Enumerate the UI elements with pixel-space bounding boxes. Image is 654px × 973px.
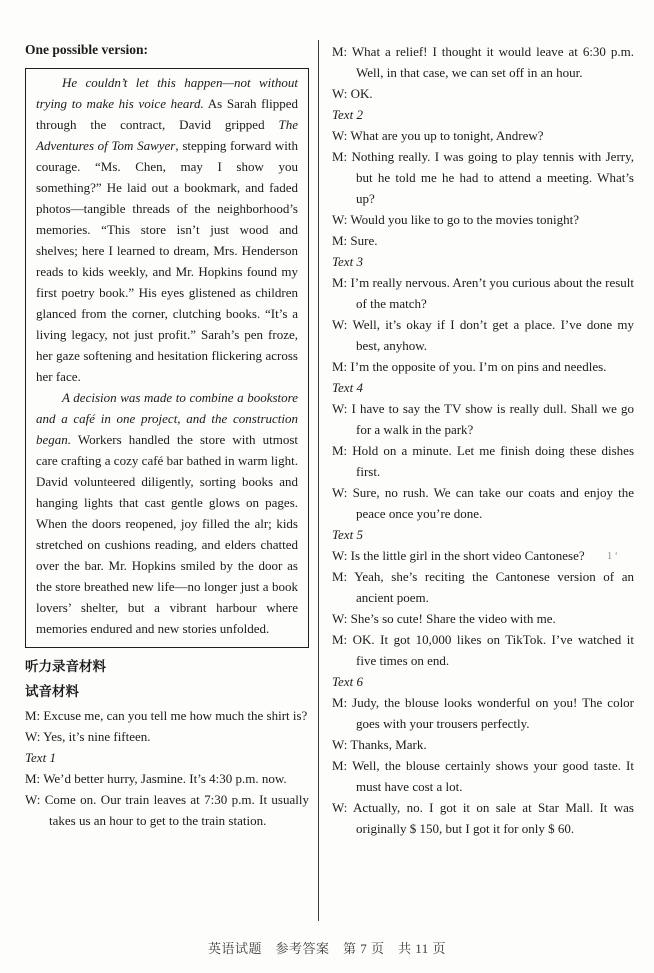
right-dialog-transcript (332, 41, 634, 839)
speaker-label: W: (332, 317, 353, 332)
dialog-text: Well, the blouse certainly shows your good taste. It must have cost a lot. (352, 758, 634, 794)
dialog-text: Sure, no rush. We can take our coats and enjoy the peace once you’re done. (352, 485, 635, 521)
dialog-line (332, 482, 634, 524)
dialog-line (332, 797, 634, 839)
dialog-text: Yeah, she’s reciting the Cantonese version of an ancient poem. (354, 569, 634, 605)
speaker-label: M: (332, 44, 352, 59)
dialog-text: Would you like to go to the movies tonight? (350, 212, 580, 227)
essay-italic-run: A decision was made to combine a bookstore and a café in one project, and the construction began. (36, 390, 298, 447)
dialog-line (332, 146, 634, 209)
speaker-label: M: (332, 632, 353, 647)
dialog-text: Is the little girl in the short video Cantonese? (350, 548, 585, 563)
scan-artifact-mark: 1 ʻ (607, 551, 618, 562)
dialog-line (25, 726, 309, 747)
speaker-label: W: (332, 800, 354, 815)
dialog-line (332, 629, 634, 671)
dialog-text: Judy, the blouse looks wonderful on you! The color goes with your trousers perfectly. (352, 695, 635, 731)
dialog-line (332, 608, 634, 629)
speaker-label: W: (332, 401, 352, 416)
dialog-line (332, 440, 634, 482)
speaker-label: M: (25, 708, 44, 723)
dialog-text: Well, it’s okay if I don’t get a place. I’ve done my best, anyhow. (352, 317, 634, 353)
dialog-text: Hold on a minute. Let me finish doing these dishes first. (352, 443, 635, 479)
dialog-text: She’s so cute! Share the video with me. (350, 611, 556, 626)
possible-version-heading: One possible version: (25, 42, 149, 57)
text-section-label: Text 3 (332, 254, 363, 269)
text-section-label: Text 6 (332, 674, 363, 689)
essay-roman-run: , stepping forward with courage. “Ms. Chen, may I show you something?” He laid out a bookmark, and faded photos—tangible threads of the neighborhood’s memories. “This store isn’t just wood and shelves; here I learned to dream, Mrs. Henderson reads to kids weekly, and Mr. Hopkins found my first poetry book.” His eyes glistened as children glanced from the corner, clutching books. “It’s a living legacy, not just profit.” Sarah’s pen froze, her gaze softening and hesitation flickering across her face. (36, 138, 298, 384)
dialog-line (332, 83, 634, 104)
dialog-line (332, 41, 634, 83)
dialog-text: Sure. (350, 233, 378, 248)
speaker-label: W: (332, 737, 351, 752)
dialog-text: What are you up to tonight, Andrew? (350, 128, 544, 143)
dialog-line (332, 545, 634, 566)
dialog-line (332, 125, 634, 146)
dialog-text: I’m really nervous. Aren’t you curious about the result of the match? (350, 275, 634, 311)
listening-materials-heading: 听力录音材料 (25, 659, 106, 674)
dialog-text: Yes, it’s nine fifteen. (43, 729, 151, 744)
speaker-label: M: (25, 771, 44, 786)
dialog-line (332, 398, 634, 440)
speaker-label: W: (332, 485, 353, 500)
dialog-text: What a relief! I thought it would leave at 6:30 p.m. Well, in that case, we can set off in an hour. (351, 44, 634, 80)
dialog-line (332, 566, 634, 608)
dialog-text: OK. It got 10,000 likes on TikTok. I’ve watched it five times on end. (352, 632, 634, 668)
dialog-line (332, 272, 634, 314)
speaker-label: M: (332, 443, 353, 458)
essay-roman-run: Workers handled the store with utmost care crafting a cozy café bar bathed in warm light. David volunteered diligently, sorting books and hanging lights that cast gentle glows on pages. When the doors reopened, joy filled the alr; kids stretched on cushions reading, and elders chatted over the bar. Mr. Hopkins smiled by the door as the store breathed new life—no longer just a book lovers’ shelter, but a vibrant harbour where memories endured and new stories unfolded. (36, 432, 298, 636)
speaker-label: M: (332, 149, 352, 164)
essay-italic-run: The Adventures of Tom Sawyer (36, 117, 298, 153)
speaker-label: M: (332, 359, 351, 374)
speaker-label: W: (332, 548, 351, 563)
speaker-label: W: (25, 729, 44, 744)
text-section-label: Text 1 (25, 750, 56, 765)
page-footer: 英语试题 参考答案 第 7 页 共 11 页 (207, 941, 447, 956)
speaker-label: W: (25, 792, 45, 807)
speaker-label: W: (332, 128, 351, 143)
dialog-text: Come on. Our train leaves at 7:30 p.m. It usually takes us an hour to get to the train station. (44, 792, 309, 828)
essay-paragraph-2 (36, 387, 298, 639)
dialog-text: OK. (350, 86, 373, 101)
speaker-label: W: (332, 86, 351, 101)
essay-roman-run: As Sarah flipped through the contract, David gripped (36, 96, 298, 132)
speaker-label: W: (332, 212, 351, 227)
dialog-line (332, 314, 634, 356)
essay-italic-run: He couldn’t let this happen—not without trying to make his voice heard. (36, 75, 298, 111)
left-column (25, 40, 309, 921)
speaker-label: W: (332, 611, 351, 626)
dialog-line (25, 789, 309, 831)
dialog-line (25, 705, 309, 726)
left-dialog-transcript (25, 705, 309, 831)
test-audio-heading: 试音材料 (25, 684, 79, 699)
dialog-line (332, 755, 634, 797)
right-column (319, 40, 634, 921)
dialog-line (332, 692, 634, 734)
dialog-text: We’d better hurry, Jasmine. It’s 4:30 p.m. now. (43, 771, 287, 786)
speaker-label: M: (332, 695, 353, 710)
speaker-label: M: (332, 233, 351, 248)
text-section-label: Text 2 (332, 107, 363, 122)
model-essay-box (25, 68, 309, 648)
speaker-label: M: (332, 758, 353, 773)
dialog-line (25, 768, 309, 789)
dialog-text: Nothing really. I was going to play tennis with Jerry, but he told me he had to attend a meeting. What’s up? (351, 149, 635, 206)
speaker-label: M: (332, 275, 351, 290)
two-column-layout (25, 40, 634, 921)
dialog-line (332, 209, 634, 230)
dialog-text: I’m the opposite of you. I’m on pins and needles. (350, 359, 607, 374)
dialog-text: Excuse me, can you tell me how much the shirt is? (43, 708, 308, 723)
text-section-label: Text 5 (332, 527, 363, 542)
dialog-text: Actually, no. I got it on sale at Star Mall. It was originally $ 150, but I got it for only $ 60. (353, 800, 634, 836)
speaker-label: M: (332, 569, 355, 584)
dialog-line (332, 356, 634, 377)
text-section-label: Text 4 (332, 380, 363, 395)
dialog-text: I have to say the TV show is really dull. Shall we go for a walk in the park? (351, 401, 634, 437)
dialog-text: Thanks, Mark. (350, 737, 427, 752)
essay-paragraph-1 (36, 72, 298, 387)
dialog-line (332, 230, 634, 251)
dialog-line (332, 734, 634, 755)
